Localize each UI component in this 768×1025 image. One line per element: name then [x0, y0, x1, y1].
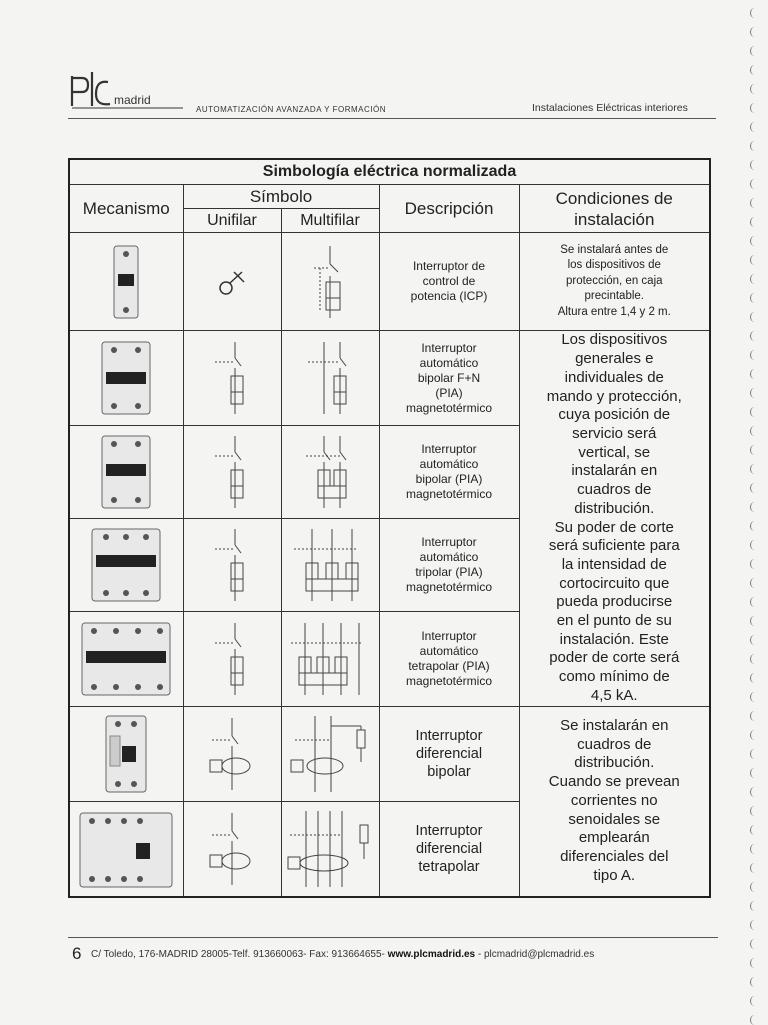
spiral-ring [750, 996, 759, 1006]
multifilar-symbol-pia-tripolar [281, 519, 379, 612]
spiral-ring [750, 749, 759, 759]
header-condiciones: Condiciones de instalación [519, 185, 710, 233]
header-mecanismo: Mecanismo [69, 185, 183, 233]
header-divider [68, 118, 716, 119]
spiral-ring [750, 958, 759, 968]
logo-text: madrid [114, 93, 151, 107]
spiral-ring [750, 426, 759, 436]
header-multifilar: Multifilar [281, 209, 379, 233]
spiral-ring [750, 711, 759, 721]
device-image-pia-bipolar [69, 426, 183, 519]
spiral-ring [750, 312, 759, 322]
spiral-ring [750, 502, 759, 512]
multifilar-symbol-pia-fn [281, 331, 379, 426]
desc-pia-tripolar: Interruptor automático tripolar (PIA) magnetotérmico [379, 519, 519, 612]
spiral-ring [750, 293, 759, 303]
spiral-ring [750, 863, 759, 873]
spiral-ring [750, 103, 759, 113]
spiral-ring [750, 141, 759, 151]
desc-pia-tetrapolar: Interruptor automático tetrapolar (PIA) magnetotérmico [379, 612, 519, 707]
desc-diferencial-bipolar: Interruptor diferencial bipolar [379, 707, 519, 802]
spiral-ring [750, 198, 759, 208]
multifilar-symbol-diferencial-bipolar [281, 707, 379, 802]
header-unifilar: Unifilar [183, 209, 281, 233]
spiral-ring [750, 939, 759, 949]
spiral-ring [750, 654, 759, 664]
spiral-ring [750, 806, 759, 816]
unifilar-symbol-pia-tetrapolar [183, 612, 281, 707]
device-image-pia-fn [69, 331, 183, 426]
desc-icp: Interruptor de control de potencia (ICP) [379, 233, 519, 331]
spiral-ring [750, 46, 759, 56]
spiral-ring [750, 616, 759, 626]
footer-contact [91, 949, 594, 960]
footer-email[interactable]: - plcmadrid@plcmadrid.es [477, 949, 595, 960]
plc-logo [68, 68, 188, 112]
spiral-ring [750, 901, 759, 911]
table-title: Simbología eléctrica normalizada [69, 159, 710, 185]
spiral-ring [750, 236, 759, 246]
spiral-ring [750, 920, 759, 930]
spiral-ring [750, 559, 759, 569]
spiral-ring [750, 350, 759, 360]
spiral-ring [750, 730, 759, 740]
spiral-ring [750, 977, 759, 987]
spiral-ring [750, 445, 759, 455]
spiral-ring [750, 844, 759, 854]
spiral-ring [750, 255, 759, 265]
device-image-pia-tripolar [69, 519, 183, 612]
spiral-ring [750, 274, 759, 284]
spiral-ring [750, 692, 759, 702]
footer-website[interactable]: www.plcmadrid.es [387, 949, 476, 960]
header-descripcion: Descripción [379, 185, 519, 233]
multifilar-symbol-icp [281, 233, 379, 331]
page-number: 6 [72, 944, 82, 963]
symbology-table [68, 158, 711, 898]
spiral-ring [750, 464, 759, 474]
spiral-ring [750, 521, 759, 531]
desc-pia-bipolar: Interruptor automático bipolar (PIA) magnetotérmico [379, 426, 519, 519]
spiral-ring [750, 407, 759, 417]
spiral-ring [750, 635, 759, 645]
spiral-ring [750, 540, 759, 550]
spiral-binding [748, 0, 762, 1024]
spiral-ring [750, 122, 759, 132]
header-tagline: AUTOMATIZACIÓN AVANZADA Y FORMACIÓN [196, 105, 386, 114]
device-image-pia-tetrapolar [69, 612, 183, 707]
unifilar-symbol-pia-bipolar [183, 426, 281, 519]
unifilar-symbol-pia-fn [183, 331, 281, 426]
spiral-ring [750, 388, 759, 398]
device-image-icp [69, 233, 183, 331]
unifilar-symbol-diferencial-bipolar [183, 707, 281, 802]
spiral-ring [750, 179, 759, 189]
conditions-pia: Los dispositivos generales e individuales de mando y protección, cuya posición de servicio será vertical, se instalarán en cuadros de distribución. Su poder de corte será suficiente para la intensidad de cortocircuito que pueda producirse en el punto de su instalación. Este poder de corte será como mínimo de 4,5 kA. [519, 331, 710, 707]
spiral-ring [750, 483, 759, 493]
device-image-diferencial-bipolar [69, 707, 183, 802]
multifilar-symbol-pia-tetrapolar [281, 612, 379, 707]
desc-diferencial-tetrapolar: Interruptor diferencial tetrapolar [379, 802, 519, 897]
unifilar-symbol-icp [183, 233, 281, 331]
footer-address: C/ Toledo, 176-MADRID 28005-Telf. 913660063- Fax: 913664655- [91, 949, 385, 960]
spiral-ring [750, 578, 759, 588]
spiral-ring [750, 825, 759, 835]
unifilar-symbol-pia-tripolar [183, 519, 281, 612]
device-image-diferencial-tetrapolar [69, 802, 183, 897]
conditions-icp: Se instalará antes de los dispositivos de protección, en caja precintable. Altura entre 1,4 y 2 m. [519, 233, 710, 331]
unifilar-symbol-diferencial-tetrapolar [183, 802, 281, 897]
spiral-ring [750, 882, 759, 892]
footer-divider [68, 937, 718, 938]
spiral-ring [750, 369, 759, 379]
multifilar-symbol-diferencial-tetrapolar [281, 802, 379, 897]
spiral-ring [750, 768, 759, 778]
spiral-ring [750, 27, 759, 37]
spiral-ring [750, 673, 759, 683]
header-simbolo: Símbolo [183, 185, 379, 209]
spiral-ring [750, 65, 759, 75]
spiral-ring [750, 597, 759, 607]
spiral-ring [750, 787, 759, 797]
multifilar-symbol-pia-bipolar [281, 426, 379, 519]
spiral-ring [750, 8, 759, 18]
conditions-diferencial: Se instalarán en cuadros de distribución. Cuando se prevean corrientes no senoidales se emplearán diferenciales del tipo A. [519, 707, 710, 897]
spiral-ring [750, 217, 759, 227]
desc-pia-fn: Interruptor automático bipolar F+N (PIA) magnetotérmico [379, 331, 519, 426]
spiral-ring [750, 331, 759, 341]
spiral-ring [750, 160, 759, 170]
header-section-title: Instalaciones Eléctricas interiores [532, 102, 688, 114]
spiral-ring [750, 84, 759, 94]
